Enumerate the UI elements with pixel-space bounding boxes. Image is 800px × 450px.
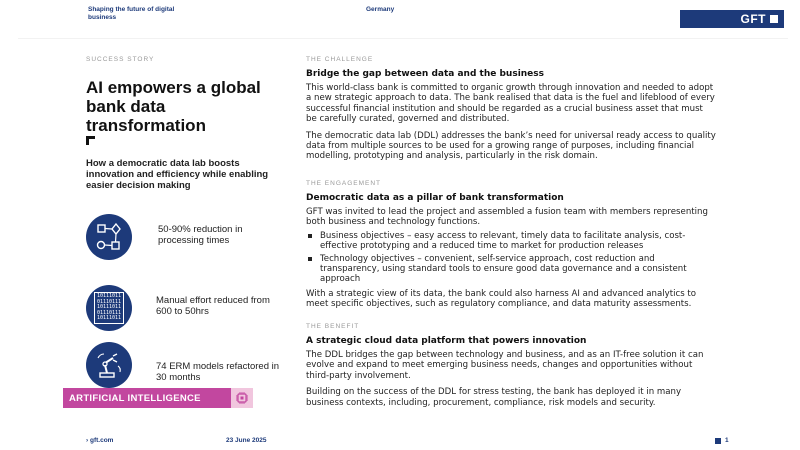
challenge-section xyxy=(306,56,716,162)
success-story-label: SUCCESS STORY xyxy=(86,56,155,63)
binary-data-icon xyxy=(86,285,132,331)
benefit-paragraph-1: The DDL bridges the gap between technology and business, and as an IT-free solution it can evolve and expand to meet emerging business needs, changes and opportunities without third-party involvement. xyxy=(306,350,704,381)
benefit-section xyxy=(306,323,716,408)
engagement-paragraph-1: GFT was invited to lead the project and assembled a fusion team with members representing both business and technology functions. xyxy=(306,207,708,228)
engagement-objectives-list xyxy=(306,231,716,285)
gft-website-link[interactable]: › gft.com xyxy=(86,437,114,444)
stat-processing-times: 50-90% reduction in processing times xyxy=(158,224,243,246)
challenge-heading: Bridge the gap between data and the business xyxy=(306,69,544,79)
page-title: AI empowers a global bank data transformation xyxy=(86,78,261,135)
benefit-paragraph-2: Building on the success of the DDL for stress testing, the bank has deployed it in many business contexts, including, procurement, compliance, risk models and security. xyxy=(306,387,682,408)
engagement-section xyxy=(306,180,716,310)
engagement-heading: Democratic data as a pillar of bank transformation xyxy=(306,193,564,203)
challenge-paragraph-1: This world-class bank is committed to organic growth through innovation and needed to adopt a new strategic approach to data. The bank realised that data is the fuel and lifeblood of every successful financial institution and should be regarded as a crucial business asset that must be carefully curated, governed and distributed. xyxy=(306,83,715,125)
ai-chip-icon xyxy=(231,388,253,408)
challenge-paragraph-2: The democratic data lab (DDL) addresses the bank’s need for universal ready access to quality data from multiple sources to be used for a growing range of purposes, including financial modelling, prototyping and analysis, particularly in the risk domain. xyxy=(306,130,716,162)
page-marker-icon xyxy=(715,438,721,444)
robot-arm-icon xyxy=(86,342,132,388)
gft-logo[interactable] xyxy=(680,10,784,28)
stat-manual-effort: Manual effort reduced from 600 to 50hrs xyxy=(156,295,270,317)
logo-square-icon xyxy=(770,15,778,23)
logo-text: GFT xyxy=(740,12,766,26)
workflow-icon xyxy=(86,214,132,260)
corner-mark-icon xyxy=(86,136,95,145)
list-item: Business objectives – easy access to relevant, timely data to facilitate analysis, cost-effective prototyping and a reduced time to market for production releases xyxy=(306,231,716,252)
benefit-label: THE BENEFIT xyxy=(306,323,360,330)
footer-date: 23 June 2025 xyxy=(226,437,267,444)
ai-category-banner: ARTIFICIAL INTELLIGENCE xyxy=(63,388,231,408)
challenge-label: THE CHALLENGE xyxy=(306,56,374,63)
stat-erm-models: 74 ERM models refactored in 30 months xyxy=(156,361,280,383)
header-tagline: Shaping the future of digital business xyxy=(88,6,175,21)
page-subtitle: How a democratic data lab boosts innovation and efficiency while enabling easier decision making xyxy=(86,158,269,191)
engagement-label: THE ENGAGEMENT xyxy=(306,180,382,187)
page-number-value: 1 xyxy=(725,437,729,444)
benefit-heading: A strategic cloud data platform that powers innovation xyxy=(306,336,587,346)
list-item: Technology objectives – convenient, self-service approach, cost reduction and transparency, using standard tools to ensure good data governance and a consistent approach xyxy=(306,254,716,285)
binary-data-text: 10111011 01110111 10111011 01110111 10111011 xyxy=(94,292,124,324)
page-number xyxy=(715,437,729,444)
header-region: Germany xyxy=(366,6,395,13)
engagement-paragraph-2: With a strategic view of its data, the bank could also harness AI and advanced analytics to meet specific objectives, such as regulatory compliance, and data maturity assessments. xyxy=(306,288,697,310)
